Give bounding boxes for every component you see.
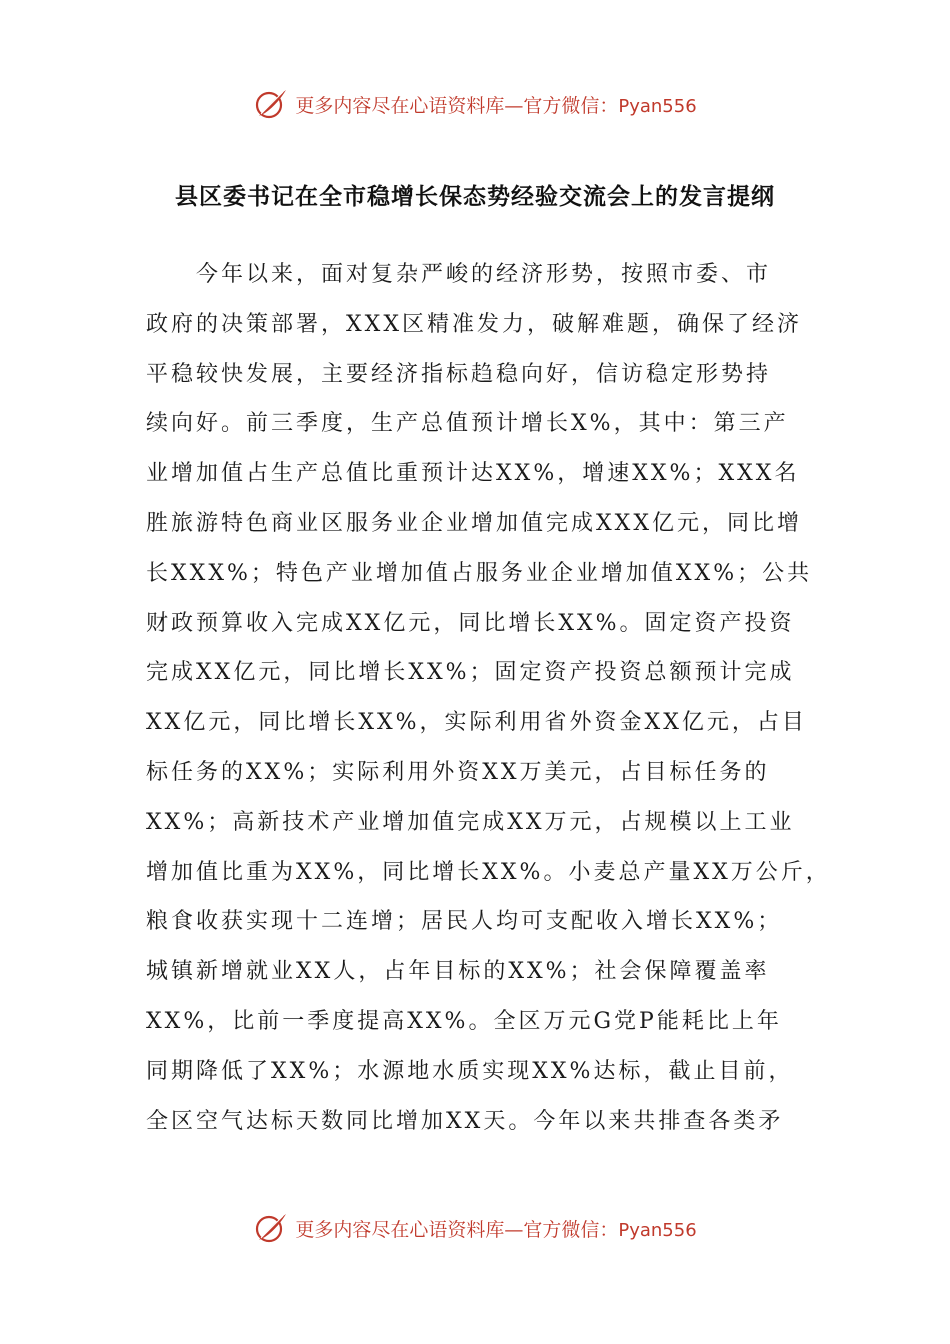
watermark-footer [0, 1210, 950, 1246]
body-line: 平稳较快发展，主要经济指标趋稳向好，信访稳定形势持 [146, 361, 772, 387]
body-line: 城镇新增就业XX人，占年目标的XX%；社会保障覆盖率 [146, 959, 770, 985]
body-line: XX%，比前一季度提高XX%。全区万元G党P能耗比上年 [146, 1008, 782, 1034]
watermark-handle: Pyan556 [618, 1219, 697, 1241]
watermark-handle: Pyan556 [618, 95, 697, 117]
body-line: 续向好。前三季度，生产总值预计增长X%，其中：第三产 [146, 411, 789, 437]
body-line: XX亿元，同比增长XX%，实际利用省外资金XX亿元，占目 [146, 710, 807, 736]
body-line: XX%；高新技术产业增加值完成XX万元，占规模以上工业 [146, 809, 795, 835]
body-line: 增加值比重为XX%，同比增长XX%。小麦总产量XX万公斤， [146, 859, 831, 885]
document-title: 县区委书记在全市稳增长保态势经验交流会上的发言提纲 [175, 183, 775, 210]
body-line: 长XXX%；特色产业增加值占服务业企业增加值XX%；公共 [146, 560, 813, 586]
body-line: 粮食收获实现十二连增；居民人均可支配收入增长XX%； [146, 909, 783, 935]
quill-logo-icon [253, 1210, 289, 1246]
document-body [146, 250, 831, 1146]
body-line: 标任务的XX%；实际利用外资XX万美元，占目标任务的 [146, 759, 770, 785]
body-line: 今年以来，面对复杂严峻的经济形势，按照市委、市 [146, 262, 772, 287]
body-line: 胜旅游特色商业区服务业企业增加值完成XXX亿元，同比增 [146, 510, 802, 536]
body-line: 完成XX亿元，同比增长XX%；固定资产投资总额预计完成 [146, 660, 795, 686]
quill-logo-icon [253, 86, 289, 122]
body-line: 政府的决策部署，XXX区精准发力，破解难题，确保了经济 [146, 311, 802, 337]
watermark-header [0, 86, 950, 122]
body-line: 财政预算收入完成XX亿元，同比增长XX%。固定资产投资 [146, 610, 795, 636]
watermark-text: 更多内容尽在心语资料库—官方微信：Pyan556 [295, 1218, 697, 1241]
watermark-text: 更多内容尽在心语资料库—官方微信：Pyan556 [295, 94, 697, 117]
body-line: 全区空气达标天数同比增加XX天。今年以来共排查各类矛 [146, 1108, 784, 1134]
body-line: 同期降低了XX%；水源地水质实现XX%达标，截止目前， [146, 1058, 794, 1084]
body-line: 业增加值占生产总值比重预计达XX%，增速XX%；XXX名 [146, 461, 800, 487]
